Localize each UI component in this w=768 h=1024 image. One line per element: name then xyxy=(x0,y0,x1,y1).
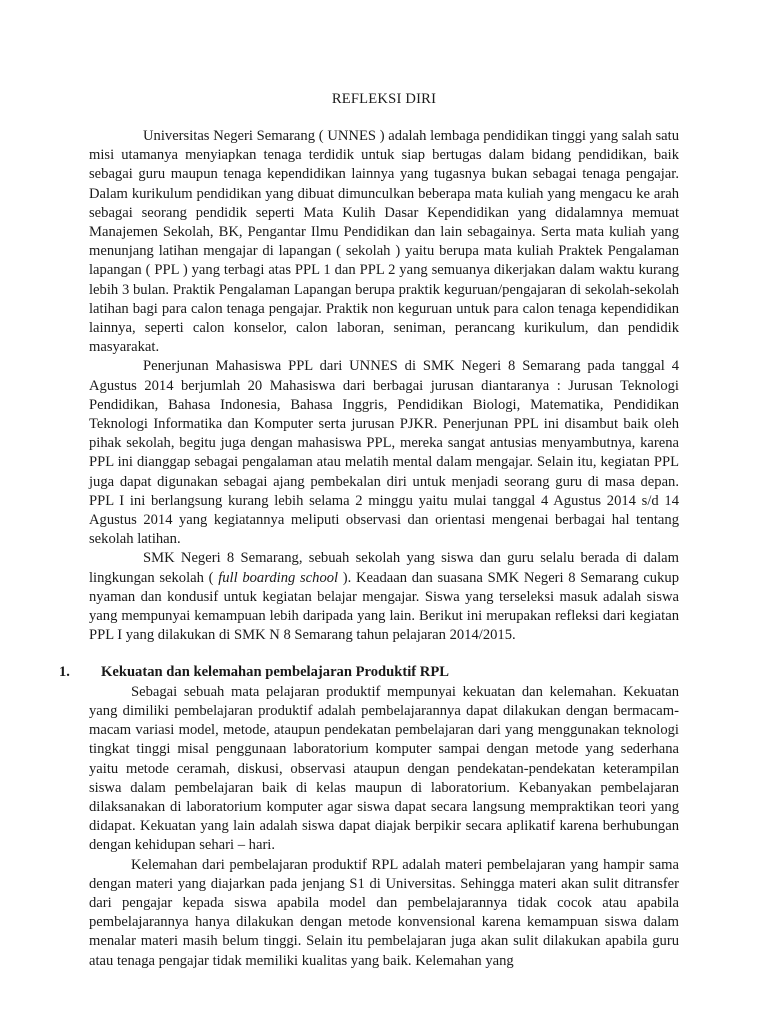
section-heading-text: Kekuatan dan kelemahan pembelajaran Produktif RPL xyxy=(101,664,449,681)
smk-paragraph xyxy=(89,549,679,645)
smk-paragraph-italic: full boarding school xyxy=(218,569,339,586)
section-paragraph: Sebagai sebuah mata pelajaran produktif mempunyai kekuatan dan kelemahan. Kekuatan yang dimiliki pembelajaran produktif adalah pembelajarannya dapat dilakukan dengan bermacam-macam variasi model, metode, ataupun pendekatan pembelajaran dari yang menggunakan teknologi tingkat tinggi misal penggunaan laboratorium komputer sampai dengan metode yang sederhana yaitu metode ceramah, diskusi, observasi ataupun dengan pendekatan-pendekatan keterampilan siswa dalam pembelajaran baik di kelas maupun di laboratorium. Kebanyakan pembelajaran dilaksanakan di laboratorium komputer agar siswa dapat secara langsung mempraktikan teori yang didapat. Kekuatan yang lain adalah siswa dapat diajak berpikir secara aplikatif karena berhubungan dengan kehidupan sehari – hari. xyxy=(89,683,679,854)
document-title: REFLEKSI DIRI xyxy=(331,91,437,107)
section-heading: 1. Kekuatan dan kelemahan pembelajaran Produktif RPL xyxy=(89,663,679,682)
document-page xyxy=(59,90,679,971)
smk-paragraph-text-before: SMK Negeri 8 Semarang, sebuah sekolah yang siswa dan guru selalu berada di dalam lingkungan sekolah ( xyxy=(89,550,679,586)
intro-paragraph: Penerjunan Mahasiswa PPL dari UNNES di SMK Negeri 8 Semarang pada tanggal 4 Agustus 2014 berjumlah 20 Mahasiswa dari berbagai jurusan diantaranya : Jurusan Teknologi Pendidikan, Bahasa Indonesia, Bahasa Inggris, Pendidikan Biologi, Matematika, Pendidikan Teknologi Informatika dan Komputer serta jurusan PJKR. Penerjunan PPL ini disambut baik oleh pihak sekolah, begitu juga dengan mahasiswa PPL, mereka sangat antusias menyambutnya, karena PPL ini dianggap sebagai pengalaman atau melatih mental dalam mengajar. Selain itu, kegiatan PPL juga dapat digunakan sebagai ajang pembekalan diri untuk menjadi seorang guru di masa depan. PPL I ini berlangsung kurang lebih selama 2 minggu yaitu mulai tanggal 4 Agustus 2014 s/d 14 Agustus 2014 yang kegiatannya meliputi observasi dan orientasi mengenai berbagai hal tentang sekolah latihan. xyxy=(89,358,679,548)
intro-paragraph: Universitas Negeri Semarang ( UNNES ) adalah lembaga pendidikan tinggi yang salah satu misi utamanya menyiapkan tenaga terdidik untuk siap bertugas dalam bidang pendidikan, baik sebagai guru maupun tenaga kependidikan lainnya yang tugasnya bukan sebagai tenaga pengajar. Dalam kurikulum pendidikan yang dibuat dimunculkan beberapa mata kuliah yang mengacu ke arah sebagai seorang pendidik seperti Mata Kulih Dasar Kependidikan yang didalamnya memuat Manajemen Sekolah, BK, Pengantar Ilmu Pendidikan dan lain sebagainya. Serta mata kuliah yang menunjang latihan mengajar di lapangan ( sekolah ) yaitu berupa mata kuliah Praktek Pengalaman lapangan ( PPL ) yang terbagi atas PPL 1 dan PPL 2 yang semuanya dikerjakan dalam waktu kurang lebih 3 bulan. Praktik Pengalaman Lapangan berupa praktik keguruan/pengajaran di sekolah-sekolah latihan bagi para calon tenaga pengajar. Praktik non keguruan untuk para calon tenaga kependidikan lainnya, seperti calon konselor, calon laboran, seniman, perancang kurikulum, dan pendidik masyarakat. xyxy=(89,128,679,356)
section-paragraph: Kelemahan dari pembelajaran produktif RPL adalah materi pembelajaran yang hampir sama dengan materi yang diajarkan pada jenjang S1 di Universitas. Sehingga materi akan sulit ditransfer dari pengajar kepada siswa apabila model dan pembelajarannya tidak cocok atau apabila pembelajarannya hanya dilakukan dengan metode konvensional karena kemampuan siswa dalam menalar materi masih belum tinggi. Selain itu pembelajaran juga akan sulit dilakukan apabila guru atau tenaga pengajar tidak memiliki kualitas yang baik. Kelemahan yang xyxy=(89,856,679,969)
smk-paragraph-text-after: ). Keadaan dan suasana SMK Negeri 8 Semarang cukup nyaman dan kondusif untuk kegiatan belajar mengajar. Siswa yang terseleksi masuk adalah siswa yang mempunyai kemampuan lebih daripada yang lain. Berikut ini merupakan refleksi dari kegiatan PPL I yang dilakukan di SMK N 8 Semarang tahun pelajaran 2014/2015. xyxy=(89,569,679,644)
